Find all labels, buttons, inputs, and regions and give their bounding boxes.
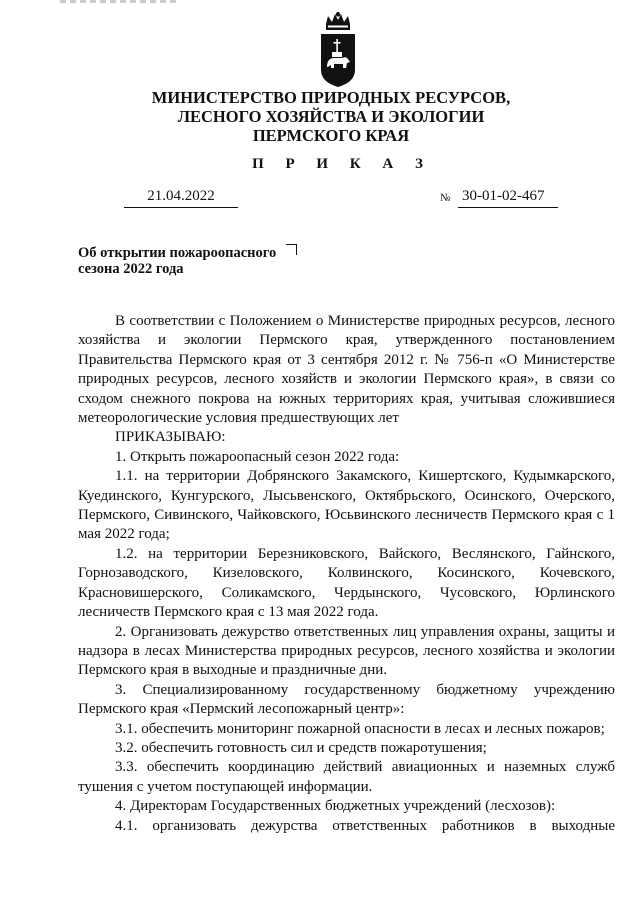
- ministry-name-line-3: ПЕРМСКОГО КРАЯ: [252, 126, 410, 145]
- perm-krai-coat-of-arms-icon: [318, 12, 358, 88]
- document-date: 21.04.2022: [147, 188, 215, 204]
- preamble-paragraph: В соответствии с Положением о Министерстве природных ресурсов, лесного хозяйства и экологии Пермского края, утвержденного постановлением Правительства Пермского края от 3 сентября 2012 г. № 756-п «О Министерстве природных ресурсов, лесного хозяйств и экологии Пермского края», в связи со сходом снежного покрова на южных территориях края, учитывая сложившиеся метеорологические условия предшествующих лет: [78, 313, 615, 427]
- document-body: [78, 312, 615, 836]
- subject-corner-bracket: [286, 244, 297, 255]
- ministry-name-line-1: МИНИСТЕРСТВО ПРИРОДНЫХ РЕСУРСОВ,: [151, 88, 511, 107]
- item-3: 3. Специализированному государственному бюджетному учреждению Пермского края «Пермский лесопожарный центр»:: [78, 681, 615, 718]
- item-4-1: 4.1. организовать дежурства ответственных работников в выходные: [115, 817, 615, 834]
- item-3-3: 3.3. обеспечить координацию действий авиационных и наземных служб тушения с учетом поступающей информации.: [78, 759, 615, 795]
- date-underline: [124, 207, 238, 208]
- document-number: 30-01-02-467: [462, 188, 545, 204]
- subject-line-2: сезона 2022 года: [78, 261, 184, 277]
- ministry-name: [0, 88, 640, 145]
- number-underline: [458, 207, 558, 208]
- document-type-title: П Р И К А З: [252, 156, 432, 172]
- item-1-1: 1.1. на территории Добрянского Закамского, Кишертского, Кудымкарского, Куединского, Кунгурского, Лысьвенского, Октябрьского, Осинского, Очерского, Пермского, Сивинского, Чайковского, Юсьвинского лесничеств Пермского края с 1 мая 2022 года;: [78, 468, 615, 543]
- item-1-2: 1.2. на территории Березниковского, Вайского, Веслянского, Гайнского, Горнозаводского, Кизеловского, Колвинского, Косинского, Кочевского, Красновишерского, Соликамского, Чердынского, Чусовского, Юрлинского лесничеств Пермского края с 13 мая 2022 года.: [78, 545, 615, 621]
- ministry-name-line-2: ЛЕСНОГО ХОЗЯЙСТВА И ЭКОЛОГИИ: [177, 107, 485, 126]
- subject-line-1: Об открытии пожароопасного: [78, 245, 277, 261]
- order-word: ПРИКАЗЫВАЮ:: [115, 429, 226, 446]
- document-subject: [78, 245, 276, 277]
- item-4: 4. Директорам Государственных бюджетных учреждений (лесхозов):: [115, 798, 556, 815]
- scan-artifact: [60, 0, 180, 3]
- number-sign: №: [440, 192, 451, 204]
- item-3-1: 3.1. обеспечить мониторинг пожарной опасности в лесах и лесных пожаров;: [115, 720, 605, 737]
- item-1: 1. Открыть пожароопасный сезон 2022 года:: [115, 448, 400, 465]
- item-2: 2. Организовать дежурство ответственных лиц управления охраны, защиты и надзора в лесах Министерства природных ресурсов, лесного хозяйства и экологии Пермского края в выходные и праздничные дни.: [78, 623, 615, 679]
- item-3-2: 3.2. обеспечить готовность сил и средств пожаротушения;: [115, 739, 487, 756]
